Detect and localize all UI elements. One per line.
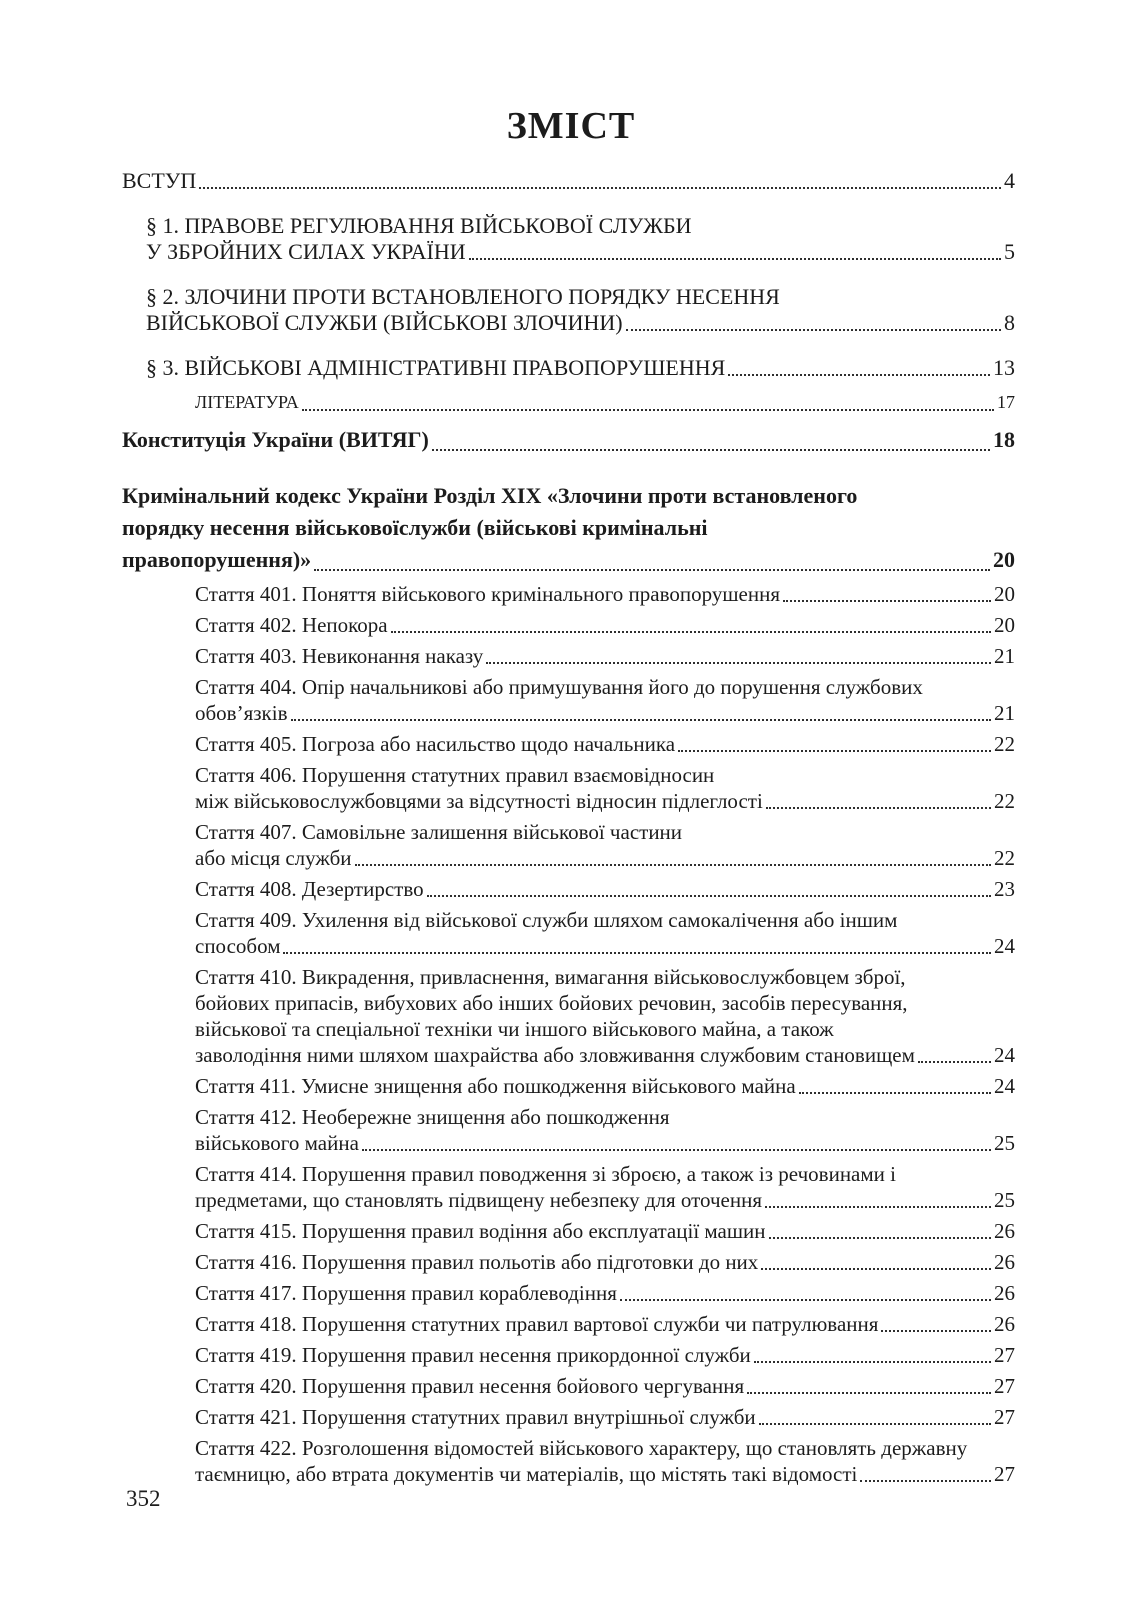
toc-entry-text: Кримінальний кодекс України Розділ XIX «Злочини проти встановленого bbox=[122, 483, 858, 508]
toc-entry-line bbox=[195, 1130, 1015, 1156]
toc-page-number: 22 bbox=[994, 732, 1015, 756]
toc-entry-line bbox=[195, 1435, 1015, 1461]
toc-page-number: 20 bbox=[994, 582, 1015, 606]
toc-entry-text: Стаття 406. Порушення статутних правил взаємовідносин bbox=[195, 763, 715, 787]
toc-entry-line bbox=[146, 213, 1015, 239]
toc-entry bbox=[122, 1249, 1015, 1275]
toc-dot-leader bbox=[769, 1237, 991, 1239]
toc-dot-leader bbox=[355, 864, 991, 866]
toc-dot-leader bbox=[283, 952, 991, 954]
toc-entry-line bbox=[195, 964, 1015, 990]
toc-page-number: 25 bbox=[994, 1131, 1015, 1155]
toc-dot-leader bbox=[199, 187, 1001, 189]
toc-page-number: 20 bbox=[994, 613, 1015, 637]
toc-dot-leader bbox=[314, 569, 990, 571]
toc-entry bbox=[122, 907, 1015, 959]
toc-dot-leader bbox=[469, 258, 1001, 260]
toc-dot-leader bbox=[765, 1206, 991, 1208]
toc-page-number: 4 bbox=[1004, 168, 1015, 193]
toc-entry bbox=[122, 213, 1015, 265]
toc-entry bbox=[122, 355, 1015, 381]
toc-dot-leader bbox=[432, 449, 990, 451]
toc-entry-text: Стаття 418. Порушення статутних правил вартової служби чи патрулювання bbox=[195, 1312, 879, 1336]
toc-entry-text: заволодіння ними шляхом шахрайства або зловживання службовим становищем bbox=[195, 1043, 915, 1067]
toc-entry-line bbox=[195, 1373, 1015, 1399]
toc-entry bbox=[122, 1161, 1015, 1213]
toc-entry-line bbox=[195, 1404, 1015, 1430]
toc-entry-text: військової та спеціальної техніки чи іншого військового майна, а також bbox=[195, 1017, 834, 1041]
toc-page-number: 26 bbox=[994, 1219, 1015, 1243]
toc-entry bbox=[122, 731, 1015, 757]
toc-entry-text: Стаття 408. Дезертирство bbox=[195, 877, 424, 901]
toc-page-number: 20 bbox=[993, 547, 1015, 572]
table-of-contents bbox=[122, 168, 1015, 1487]
toc-entry bbox=[122, 389, 1015, 415]
toc-entry-text: Стаття 402. Непокора bbox=[195, 613, 388, 637]
toc-dot-leader bbox=[302, 409, 994, 411]
toc-entry-text: Конституція України (ВИТЯГ) bbox=[122, 427, 429, 452]
toc-entry-text: Стаття 401. Поняття військового кримінального правопорушення bbox=[195, 582, 780, 606]
toc-page-number: 17 bbox=[997, 392, 1015, 412]
toc-entry-line bbox=[195, 845, 1015, 871]
toc-page-number: 5 bbox=[1004, 239, 1015, 264]
toc-entry-text: бойових припасів, вибухових або інших бойових речовин, засобів пересування, bbox=[195, 991, 908, 1015]
toc-page-number: 27 bbox=[994, 1343, 1015, 1367]
toc-entry-text: між військовослужбовцями за відсутності відносин підлеглості bbox=[195, 789, 763, 813]
toc-dot-leader bbox=[759, 1423, 991, 1425]
toc-page-number: 8 bbox=[1004, 310, 1015, 335]
toc-entry bbox=[122, 1073, 1015, 1099]
toc-entry bbox=[122, 1218, 1015, 1244]
toc-entry-line bbox=[195, 581, 1015, 607]
toc-entry bbox=[122, 612, 1015, 638]
toc-dot-leader bbox=[881, 1330, 991, 1332]
toc-dot-leader bbox=[678, 750, 991, 752]
toc-entry-text: § 1. ПРАВОВЕ РЕГУЛЮВАННЯ ВІЙСЬКОВОЇ СЛУЖБИ bbox=[146, 213, 692, 238]
toc-entry-line bbox=[195, 643, 1015, 669]
toc-page-number: 24 bbox=[994, 1074, 1015, 1098]
toc-entry-line bbox=[146, 284, 1015, 310]
toc-page-number: 13 bbox=[993, 355, 1015, 380]
toc-entry-text: порядку несення військовоїслужби (військові кримінальні bbox=[122, 515, 708, 540]
toc-entry-line bbox=[195, 907, 1015, 933]
toc-page-number: 27 bbox=[994, 1374, 1015, 1398]
toc-entry-line bbox=[195, 1073, 1015, 1099]
toc-entry-line bbox=[122, 512, 1015, 544]
toc-page-number: 18 bbox=[993, 427, 1015, 452]
toc-entry-text: § 2. ЗЛОЧИНИ ПРОТИ ВСТАНОВЛЕНОГО ПОРЯДКУ НЕСЕННЯ bbox=[146, 284, 780, 309]
toc-entry-text: Стаття 421. Порушення статутних правил внутрішньої служби bbox=[195, 1405, 756, 1429]
toc-entry-line bbox=[195, 1342, 1015, 1368]
toc-entry-text: Стаття 412. Необережне знищення або пошкодження bbox=[195, 1105, 670, 1129]
toc-entry-text: Стаття 415. Порушення правил водіння або експлуатації машин bbox=[195, 1219, 766, 1243]
toc-dot-leader bbox=[766, 807, 991, 809]
toc-dot-leader bbox=[486, 662, 991, 664]
toc-entry-text: Стаття 420. Порушення правил несення бойового чергування bbox=[195, 1374, 745, 1398]
toc-entry bbox=[122, 1404, 1015, 1430]
toc-title: ЗМІСТ bbox=[506, 105, 636, 147]
toc-entry-line bbox=[195, 612, 1015, 638]
toc-dot-leader bbox=[761, 1268, 991, 1270]
toc-dot-leader bbox=[783, 600, 991, 602]
toc-entry bbox=[122, 1280, 1015, 1306]
toc-page-number: 26 bbox=[994, 1312, 1015, 1336]
toc-entry bbox=[122, 284, 1015, 336]
toc-entry-text: ВІЙСЬКОВОЇ СЛУЖБИ (ВІЙСЬКОВІ ЗЛОЧИНИ) bbox=[146, 310, 623, 335]
toc-entry-line bbox=[195, 731, 1015, 757]
toc-dot-leader bbox=[620, 1299, 991, 1301]
toc-entry-text: Стаття 409. Ухилення від військової служби шляхом самокалічення або іншим bbox=[195, 908, 898, 932]
toc-page-number: 24 bbox=[994, 934, 1015, 958]
toc-dot-leader bbox=[799, 1092, 991, 1094]
toc-entry-line bbox=[195, 1042, 1015, 1068]
toc-entry-line bbox=[195, 876, 1015, 902]
toc-dot-leader bbox=[728, 374, 990, 376]
toc-entry-line bbox=[122, 480, 1015, 512]
toc-entry bbox=[122, 424, 1015, 456]
toc-entry-text: обов’язків bbox=[195, 701, 288, 725]
toc-entry-line bbox=[195, 1311, 1015, 1337]
toc-entry-line bbox=[195, 1016, 1015, 1042]
toc-entry-line bbox=[195, 990, 1015, 1016]
toc-entry-text: Стаття 410. Викрадення, привласнення, вимагання військовослужбовцем зброї, bbox=[195, 965, 906, 989]
toc-entry-line bbox=[195, 1104, 1015, 1130]
toc-page-number: 21 bbox=[994, 644, 1015, 668]
toc-entry-text: військового майна bbox=[195, 1131, 359, 1155]
toc-entry bbox=[122, 819, 1015, 871]
toc-entry-line bbox=[195, 674, 1015, 700]
toc-entry-line bbox=[122, 544, 1015, 576]
toc-entry-text: Стаття 405. Погроза або насильство щодо начальника bbox=[195, 732, 676, 756]
toc-entry-line bbox=[195, 819, 1015, 845]
toc-entry-text: Стаття 403. Невиконання наказу bbox=[195, 644, 484, 668]
toc-dot-leader bbox=[427, 895, 991, 897]
toc-entry-text: ВСТУП bbox=[122, 168, 197, 193]
toc-entry bbox=[122, 1311, 1015, 1337]
toc-entry-text: правопорушення)» bbox=[122, 547, 312, 572]
toc-entry-text: або місця служби bbox=[195, 846, 352, 870]
toc-dot-leader bbox=[860, 1480, 991, 1482]
toc-entry-line bbox=[195, 762, 1015, 788]
toc-entry bbox=[122, 480, 1015, 576]
toc-page-number: 21 bbox=[994, 701, 1015, 725]
toc-entry-line bbox=[146, 310, 1015, 336]
toc-entry-line bbox=[122, 424, 1015, 456]
toc-entry-text: Стаття 414. Порушення правил поводження зі зброєю, а також із речовинами і bbox=[195, 1162, 896, 1186]
toc-entry-text: § 3. ВІЙСЬКОВІ АДМІНІСТРАТИВНІ ПРАВОПОРУШЕННЯ bbox=[146, 355, 726, 380]
toc-entry-line bbox=[195, 788, 1015, 814]
toc-entry-line bbox=[146, 239, 1015, 265]
toc-entry-text: Стаття 404. Опір начальникові або примушування його до порушення службових bbox=[195, 675, 923, 699]
toc-dot-leader bbox=[754, 1361, 991, 1363]
toc-entry-line bbox=[195, 1161, 1015, 1187]
toc-entry-text: Стаття 417. Порушення правил кораблеводіння bbox=[195, 1281, 617, 1305]
toc-dot-leader bbox=[362, 1149, 991, 1151]
toc-entry-text: Стаття 419. Порушення правил несення прикордонної служби bbox=[195, 1343, 751, 1367]
toc-entry-text: способом bbox=[195, 934, 281, 958]
toc-entry-line bbox=[195, 1218, 1015, 1244]
toc-entry bbox=[122, 581, 1015, 607]
toc-entry bbox=[122, 876, 1015, 902]
toc-entry bbox=[122, 1373, 1015, 1399]
toc-entry bbox=[122, 1342, 1015, 1368]
toc-entry-text: У ЗБРОЙНИХ СИЛАХ УКРАЇНИ bbox=[146, 239, 466, 264]
toc-entry-line bbox=[195, 1280, 1015, 1306]
toc-entry-text: таємницю, або втрата документів чи матеріалів, що містять такі відомості bbox=[195, 1462, 858, 1486]
toc-entry-text: Стаття 416. Порушення правил польотів або підготовки до них bbox=[195, 1250, 759, 1274]
toc-page-number: 25 bbox=[994, 1188, 1015, 1212]
toc-entry-line bbox=[195, 1249, 1015, 1275]
toc-entry bbox=[122, 674, 1015, 726]
toc-dot-leader bbox=[918, 1061, 991, 1063]
toc-entry-line bbox=[146, 355, 1015, 381]
toc-entry bbox=[122, 964, 1015, 1068]
toc-entry-line bbox=[195, 1461, 1015, 1487]
toc-entry-line bbox=[122, 168, 1015, 194]
toc-entry-text: предметами, що становлять підвищену небезпеку для оточення bbox=[195, 1188, 762, 1212]
toc-entry bbox=[122, 762, 1015, 814]
toc-page-number: 24 bbox=[994, 1043, 1015, 1067]
toc-dot-leader bbox=[626, 329, 1001, 331]
toc-entry bbox=[122, 643, 1015, 669]
toc-entry-text: Стаття 422. Розголошення відомостей військового характеру, що становлять державну bbox=[195, 1436, 968, 1460]
toc-entry bbox=[122, 168, 1015, 194]
toc-page-number: 22 bbox=[994, 789, 1015, 813]
footer-page-number: 352 bbox=[126, 1486, 161, 1511]
toc-entry-line bbox=[195, 700, 1015, 726]
toc-entry-text: ЛІТЕРАТУРА bbox=[195, 392, 299, 412]
toc-page-number: 27 bbox=[994, 1462, 1015, 1486]
toc-entry-line bbox=[195, 1187, 1015, 1213]
toc-entry bbox=[122, 1435, 1015, 1487]
toc-page-number: 27 bbox=[994, 1405, 1015, 1429]
toc-dot-leader bbox=[747, 1392, 991, 1394]
toc-entry-text: Стаття 407. Самовільне залишення військової частини bbox=[195, 820, 683, 844]
toc-page-number: 23 bbox=[994, 877, 1015, 901]
toc-entry bbox=[122, 1104, 1015, 1156]
toc-entry-text: Стаття 411. Умисне знищення або пошкодження військового майна bbox=[195, 1074, 796, 1098]
toc-entry-line bbox=[195, 389, 1015, 415]
toc-page-number: 26 bbox=[994, 1281, 1015, 1305]
toc-dot-leader bbox=[291, 719, 991, 721]
toc-dot-leader bbox=[391, 631, 991, 633]
toc-page-number: 22 bbox=[994, 846, 1015, 870]
toc-entry-line bbox=[195, 933, 1015, 959]
toc-page-number: 26 bbox=[994, 1250, 1015, 1274]
